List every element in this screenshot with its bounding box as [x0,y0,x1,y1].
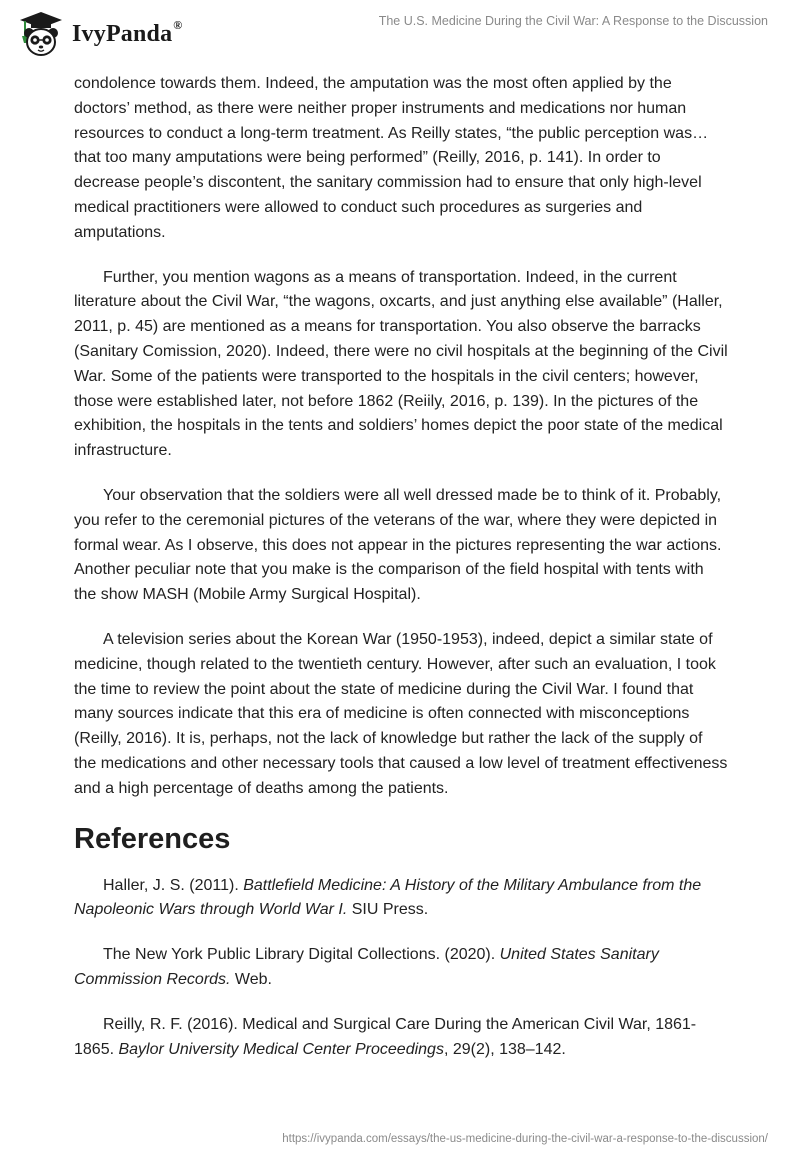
essay-content [74,72,728,1082]
paragraph-3: Your observation that the soldiers were all well dressed made be to think of it. Probably, you refer to the ceremonial pictures of the veterans of the war, where they were depicted in formal wear. As I observe, this does not appear in the pictures representing the war actions. Another peculiar note that you make is the comparison of the field hospital with tents with the show MASH (Mobile Army Surgical Hospital). [74,486,722,604]
source-url[interactable]: https://ivypanda.com/essays/the-us-medicine-during-the-civil-war-a-response-to-the-discussion/ [282,1133,768,1145]
document-title: The U.S. Medicine During the Civil War: A Response to the Discussion [378,14,768,28]
reference-item-1: Haller, J. S. (2011). Battlefield Medicine: A History of the Military Ambulance from the Napoleonic Wars through World War I. SIU Press. [74,876,702,919]
registered-mark: ® [173,18,183,32]
logo-wordmark: IvyPanda® [72,18,183,47]
paragraph-2: Further, you mention wagons as a means of transportation. Indeed, in the current literature about the Civil War, “the wagons, oxcarts, and just anything else available” (Haller, 2011, p. 45) are mentioned as a means for transportation. You also observe the barracks (Sanitary Comission, 2020). Indeed, there were no civil hospitals at the beginning of the Civil War. Some of the patients were transported to the hospitals in the civil centers; however, those were established later, not before 1862 (Reiily, 2016, p. 139). In the pictures of the exhibition, the hospitals in the tents and soldiers’ homes depict the poor state of the medical infrastructure. [74,268,728,460]
paragraph-4: A television series about the Korean War (1950-1953), indeed, depict a similar state of medicine, though related to the twentieth century. However, after such an evaluation, I took the time to review the point about the state of medicine during the Civil War. I found that many sources indicate that this era of medicine is often connected with misconceptions (Reilly, 2016). It is, perhaps, not the lack of knowledge but rather the lack of the supply of the medications and other necessary tools that caused a low level of treatment effectiveness and a high percentage of deaths among the patients. [74,630,728,797]
references-heading: References [74,822,231,855]
reference-item-3: Reilly, R. F. (2016). Medical and Surgical Care During the American Civil War, 1861-1865. Baylor University Medical Center Proceedings, 29(2), 138–142. [74,1015,697,1058]
ivypanda-logo[interactable] [16,9,182,59]
reference-item-2: The New York Public Library Digital Collections. (2020). United States Sanitary Commission Records. Web. [74,946,659,988]
paragraph-1: condolence towards them. Indeed, the amputation was the most often applied by the doctors’ method, as there were neither proper instruments and medications nor human resources to conduct a long-term treatment. As Reilly states, “the public perception was… that too many amputations were being performed” (Reilly, 2016, p. 141). In order to decrease people’s discontent, the sanitary commission had to ensure that only high-level medical practitioners were allowed to conduct such procedures as surgeries and amputations. [74,75,709,241]
panda-graduate-icon [16,9,66,59]
page-header [0,0,800,64]
